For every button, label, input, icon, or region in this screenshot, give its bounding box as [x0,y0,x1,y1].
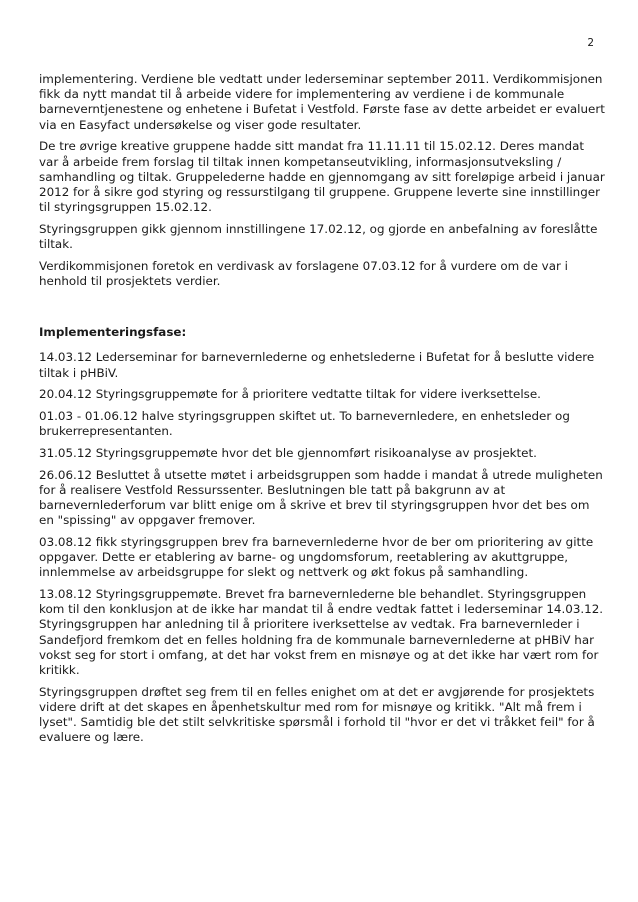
paragraph-innstillinger: Styringsgruppen gikk gjennom innstillingene 17.02.12, og gjorde en anbefalning av foreslåtte tiltak. [39,221,598,252]
section-heading: Implementeringsfase: [39,325,187,340]
paragraph-lederseminar: 14.03.12 Lederseminar for barnevernlederne og enhetslederne i Bufetat for å beslutte videre tiltak i pHBiV. [39,350,595,380]
paragraph-styringsgruppe-skiftet: 01.03 - 01.06.12 halve styringsgruppen skiftet ut. To barnevernledere, en enhetsleder og brukerrepresentanten. [39,408,570,439]
paragraph-brev-barnevernledere: 03.08.12 fikk styringsgruppen brev fra barnevernlederne hvor de ber om prioritering av gitte oppgaver. Dette er etablering av barne- og ungdomsforum, reetablering av akuttgruppe, innlemmelse av arbeidsgruppe for slekt og nettverk og økt fokus på samhandling. [39,534,594,580]
paragraph-verdivask: Verdikommisjonen foretok en verdivask av forslagene 07.03.12 for å vurdere om de var i henhold til prosjektets verdier. [39,258,568,288]
paragraph-apenhetskultur: Styringsgruppen drøftet seg frem til en felles enighet om at det er avgjørende for prosjektets videre drift at det skapes en åpenhetskultur med rom for misnøye og kritikk. "Alt må frem i lyset". Samtidig ble det stilt selvkritiske spørsmål i forhold til "hvor er det vi tråkket feil" for å evaluere og lære. [39,684,595,745]
paragraph-styringsgruppemote-april: 20.04.12 Styringsgruppemøte for å prioritere vedtatte tiltak for videre iverksettelse. [39,387,541,402]
page-number: 2 [587,37,594,49]
paragraph-utsette-mote: 26.06.12 Besluttet å utsette møtet i arbeidsgruppen som hadde i mandat å utrede muligheten for å realisere Vestfold Ressurssenter. Beslutningen ble tatt på bakgrunn av at barnevernlederforum var blitt enige om å skrive et brev til styringsgruppen hvor det bes om en "spissing" av oppgaver fremover. [39,467,603,528]
paragraph-styringsgruppemote-august: 13.08.12 Styringsgruppemøte. Brevet fra barnevernlederne ble behandlet. Styringsgruppen kom til den konklusjon at de ikke har mandat til å endre vedtak fattet i lederseminar 14.03.12. Styringsgruppen har anledning til å prioritere iverksettelse av vedtak. Fra barnevernleder i Sandefjord fremkom det en felles holdning fra de kommunale barnevernlederne at pHBiV har vokst seg for stort i omfang, at det har vokst frem en misnøye og at det ikke har vært rom for kritikk. [39,586,604,677]
paragraph-kreative-grupper: De tre øvrige kreative gruppene hadde sitt mandat fra 11.11.11 til 15.02.12. Deres mandat var å arbeide frem forslag til tiltak innen kompetanseutvikling, informasjonsutveksling / samhandling og tiltak. Gruppelederne hadde en gjennomgang av sitt foreløpige arbeid i januar 2012 for å sikre god styring og ressurstilgang til gruppene. Gruppene leverte sine innstillinger til styringsgruppen 15.02.12. [39,139,605,215]
paragraph-risikoanalyse: 31.05.12 Styringsgruppemøte hvor det ble gjennomført risikoanalyse av prosjektet. [39,445,537,460]
document-body [39,72,605,752]
paragraph-implementering: implementering. Verdiene ble vedtatt under lederseminar september 2011. Verdikommisjonen fikk da nytt mandat til å arbeide videre for implementering av verdiene i de kommunale barneverntjenestene og enhetene i Bufetat i Vestfold. Første fase av dette arbeidet er evaluert via en Easyfact undersøkelse og viser gode resultater. [39,72,605,132]
